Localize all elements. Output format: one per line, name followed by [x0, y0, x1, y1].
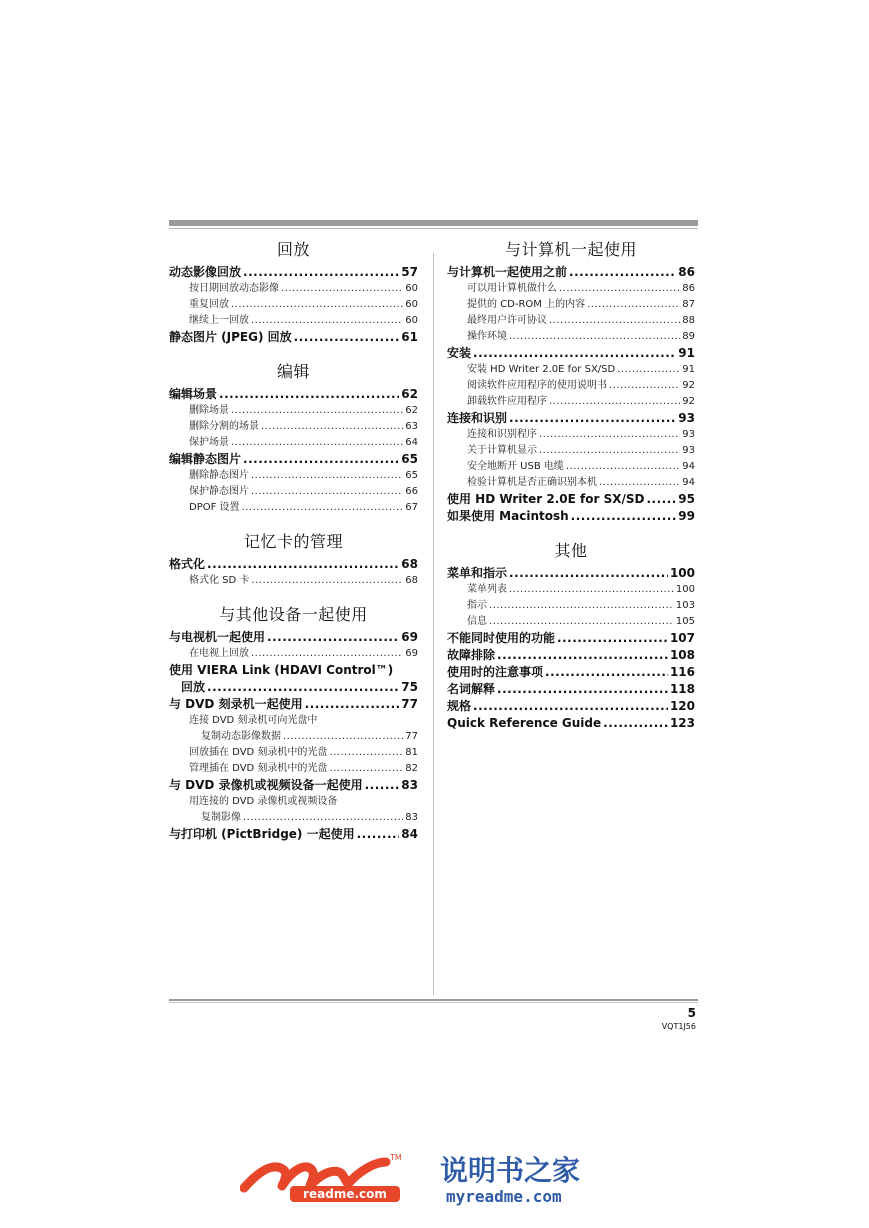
toc-entry-title: 删除静态图片	[189, 470, 249, 481]
dot-leader	[305, 696, 400, 713]
dot-leader	[509, 410, 676, 427]
toc-entry-page: 123	[669, 716, 695, 730]
toc-entry-title: 编辑场景	[169, 387, 218, 401]
dot-leader	[329, 761, 403, 777]
toc-entry[interactable]	[447, 459, 695, 475]
dot-leader	[539, 427, 680, 443]
toc-entry-page: 103	[675, 600, 695, 611]
toc-entry-page: 91	[678, 346, 695, 360]
toc-entry[interactable]	[447, 681, 695, 698]
toc-entry-title: 回放	[181, 680, 206, 694]
toc-entry[interactable]	[447, 475, 695, 491]
toc-entry-page: 92	[682, 380, 695, 391]
toc-entry-title: 关于计算机显示	[467, 445, 537, 456]
toc-entry-title: 阅读软件应用程序的使用说明书	[467, 380, 607, 391]
dot-leader	[251, 468, 403, 484]
toc-entry-title: 静态图片 (JPEG) 回放	[169, 330, 292, 344]
toc-entry[interactable]	[169, 264, 418, 281]
dot-leader	[267, 629, 399, 646]
toc-entry-page: 82	[405, 763, 418, 774]
toc-entry-page: 94	[682, 477, 695, 488]
trademark-mark: TM	[390, 1153, 402, 1162]
dot-leader	[251, 646, 403, 662]
toc-entry[interactable]	[447, 508, 695, 525]
section-title: 编辑	[276, 362, 310, 381]
toc-entry-page: 91	[682, 364, 695, 375]
toc-entry[interactable]	[169, 484, 418, 500]
toc-entry-title: 使用时的注意事项	[447, 665, 544, 679]
toc-entry-title: 不能同时使用的功能	[447, 631, 556, 645]
toc-entry-title: 重复回放	[189, 299, 229, 310]
toc-entry-page: 77	[405, 731, 418, 742]
dot-leader	[329, 745, 403, 761]
watermark-logo	[240, 1148, 620, 1208]
toc-entry[interactable]	[447, 427, 695, 443]
toc-entry-page: 100	[675, 584, 695, 595]
toc-entry-title: 在电视上回放	[189, 648, 249, 659]
toc-entry[interactable]	[447, 362, 695, 378]
toc-entry[interactable]	[447, 664, 695, 681]
dot-leader	[617, 362, 680, 378]
toc-entry-page: 87	[682, 299, 695, 310]
toc-entry-title: 可以用计算机做什么	[467, 283, 557, 294]
dot-leader	[497, 681, 668, 698]
toc-entry[interactable]	[169, 435, 418, 451]
toc-entry-page: 75	[401, 680, 418, 694]
toc-entry-title: 连接和识别	[447, 411, 508, 425]
dot-leader	[566, 459, 680, 475]
toc-entry-title: 使用 HD Writer 2.0E for SX/SD	[447, 492, 645, 506]
toc-entry[interactable]	[169, 761, 418, 777]
toc-entry[interactable]	[169, 826, 418, 843]
toc-entry-page: 68	[405, 575, 418, 586]
toc-entry-page: 118	[669, 682, 695, 696]
toc-entry[interactable]	[169, 500, 418, 516]
top-rule	[169, 220, 698, 230]
toc-entry[interactable]	[169, 313, 418, 329]
bottom-rule-thin	[169, 1002, 698, 1003]
toc-entry-title: 复制动态影像数据	[201, 731, 281, 742]
dot-leader	[559, 281, 680, 297]
toc-entry[interactable]	[169, 281, 418, 297]
toc-entry-page: 100	[669, 566, 695, 580]
dot-leader	[545, 664, 668, 681]
toc-entry[interactable]	[447, 614, 695, 630]
site-url: myreadme.com	[446, 1187, 562, 1206]
toc-entry-title: 与计算机一起使用之前	[447, 265, 568, 279]
toc-entry[interactable]	[169, 403, 418, 419]
dot-leader	[357, 826, 400, 843]
toc-entry-title: 保护静态图片	[189, 486, 249, 497]
toc-entry-page: 81	[405, 747, 418, 758]
dot-leader	[539, 443, 680, 459]
toc-entry-page: 64	[405, 437, 418, 448]
toc-entry-page: 107	[669, 631, 695, 645]
toc-entry-page: 60	[405, 283, 418, 294]
toc-entry[interactable]	[169, 556, 418, 573]
toc-entry-title: 与 DVD 录像机或视频设备一起使用	[169, 778, 363, 792]
toc-entry-title: 与 DVD 刻录机一起使用	[169, 697, 303, 711]
dot-leader	[587, 297, 680, 313]
toc-entry[interactable]	[169, 679, 418, 696]
dot-leader	[207, 556, 399, 573]
toc-entry-title: 删除场景	[189, 405, 229, 416]
toc-entry-title: 格式化	[169, 557, 206, 571]
toc-entry[interactable]	[169, 810, 418, 826]
section-title: 其他	[554, 541, 588, 560]
section-title: 与其他设备一起使用	[219, 605, 368, 624]
toc-entry-page: 93	[682, 445, 695, 456]
toc-entry[interactable]	[447, 345, 695, 362]
dot-leader	[569, 264, 676, 281]
toc-entry-title: 菜单列表	[467, 584, 507, 595]
toc-entry-title: 安装	[447, 346, 472, 360]
toc-entry[interactable]	[447, 297, 695, 313]
dot-leader	[473, 345, 676, 362]
toc-entry[interactable]	[447, 443, 695, 459]
toc-entry-title: 连接和识别程序	[467, 429, 537, 440]
toc-entry-page: 93	[678, 411, 695, 425]
toc-entry[interactable]	[169, 297, 418, 313]
toc-entry-page: 69	[405, 648, 418, 659]
dot-leader	[489, 598, 674, 614]
toc-entry[interactable]	[169, 729, 418, 745]
toc-entry[interactable]	[169, 451, 418, 468]
toc-entry-label: 连接 DVD 刻录机可向光盘中	[189, 715, 318, 726]
toc-entry-title: 规格	[447, 699, 472, 713]
toc-entry-title: 管理插在 DVD 刻录机中的光盘	[189, 763, 328, 774]
toc-entry-page: 94	[682, 461, 695, 472]
toc-entry[interactable]	[169, 696, 418, 713]
toc-entry[interactable]	[447, 715, 695, 732]
toc-entry-title: 信息	[467, 616, 487, 627]
dot-leader	[509, 329, 680, 345]
toc-entry-title: 最终用户许可协议	[467, 315, 547, 326]
dot-leader	[509, 582, 674, 598]
dot-leader	[365, 777, 400, 794]
dot-leader	[231, 297, 403, 313]
toc-entry-title: Quick Reference Guide	[447, 716, 602, 730]
dot-leader	[219, 386, 399, 403]
site-name: 说明书之家	[440, 1154, 581, 1187]
toc-entry[interactable]	[447, 491, 695, 508]
toc-entry-page: 65	[401, 452, 418, 466]
dot-leader	[603, 715, 668, 732]
top-rule-thin	[169, 228, 698, 229]
toc-entry-title: 动态影像回放	[169, 265, 242, 279]
toc-entry-page: 83	[401, 778, 418, 792]
toc-entry[interactable]	[447, 565, 695, 582]
toc-entry[interactable]	[169, 419, 418, 435]
document-code: VQT1J56	[661, 1022, 696, 1031]
toc-entry-page: 61	[401, 330, 418, 344]
toc-entry-title: 提供的 CD-ROM 上的内容	[467, 299, 586, 310]
toc-entry-title: 与打印机 (PictBridge) 一起使用	[169, 827, 355, 841]
toc-entry-title: 指示	[467, 600, 487, 611]
toc-entry[interactable]	[447, 281, 695, 297]
toc-entry-title: 安装 HD Writer 2.0E for SX/SD	[467, 364, 616, 375]
toc-entry-page: 57	[401, 265, 418, 279]
toc-entry-title: 如果使用 Macintosh	[447, 509, 569, 523]
logo-subtext: readme.com	[303, 1187, 387, 1201]
toc-entry-label: 使用 VIERA Link (HDAVI Control™)	[169, 663, 394, 677]
right-column	[447, 236, 695, 732]
page-number: 5	[687, 1006, 696, 1020]
toc-entry-page: 99	[678, 509, 695, 523]
top-rule-thick	[169, 220, 698, 226]
dot-leader	[549, 394, 680, 410]
toc-entry-page: 84	[401, 827, 418, 841]
dot-leader	[549, 313, 680, 329]
toc-entry[interactable]	[169, 745, 418, 761]
toc-entry-title: 按日期回放动态影像	[189, 283, 279, 294]
dot-leader	[509, 565, 668, 582]
toc-entry[interactable]	[169, 468, 418, 484]
section-title: 与计算机一起使用	[504, 240, 637, 259]
dot-leader	[489, 614, 674, 630]
dot-leader	[497, 647, 668, 664]
toc-entry-title: 名词解释	[447, 682, 496, 696]
toc-entry[interactable]	[169, 629, 418, 646]
toc-entry-page: 66	[405, 486, 418, 497]
toc-entry[interactable]	[447, 313, 695, 329]
toc-entry[interactable]	[169, 386, 418, 403]
toc-entry-page: 95	[678, 492, 695, 506]
toc-entry-page: 89	[682, 331, 695, 342]
dot-leader	[599, 475, 680, 491]
toc-entry-page: 105	[675, 616, 695, 627]
toc-entry-page: 69	[401, 630, 418, 644]
toc-entry[interactable]	[169, 329, 418, 346]
toc-entry[interactable]	[447, 394, 695, 410]
bottom-rule-thick	[169, 999, 698, 1001]
toc-entry-page: 65	[405, 470, 418, 481]
toc-entry-page: 108	[669, 648, 695, 662]
left-column	[169, 236, 418, 843]
toc-entry-title: 格式化 SD 卡	[189, 575, 250, 586]
toc-entry[interactable]	[447, 698, 695, 715]
toc-entry-title: 与电视机一起使用	[169, 630, 266, 644]
dot-leader	[243, 264, 399, 281]
toc-entry[interactable]	[447, 598, 695, 614]
toc-entry-title: 卸载软件应用程序	[467, 396, 547, 407]
toc-entry-page: 120	[669, 699, 695, 713]
toc-entry[interactable]	[169, 646, 418, 662]
toc-entry[interactable]	[447, 378, 695, 394]
dot-leader	[243, 451, 399, 468]
toc-entry[interactable]	[447, 329, 695, 345]
toc-entry-title: 复制影像	[201, 812, 241, 823]
dot-leader	[609, 378, 680, 394]
toc-entry-title: 检验计算机是否正确识别本机	[467, 477, 597, 488]
dot-leader	[243, 810, 403, 826]
dot-leader	[557, 630, 668, 647]
toc-entry-title: 保护场景	[189, 437, 229, 448]
toc-entry-title: 操作环境	[467, 331, 507, 342]
dot-leader	[242, 500, 404, 516]
toc-entry-page: 116	[669, 665, 695, 679]
toc-entry[interactable]	[447, 264, 695, 281]
dot-leader	[251, 313, 403, 329]
dot-leader	[231, 403, 403, 419]
toc-entry[interactable]	[447, 582, 695, 598]
dot-leader	[283, 729, 403, 745]
toc-entry-page: 60	[405, 315, 418, 326]
dot-leader	[207, 679, 399, 696]
toc-entry-title: 故障排除	[447, 648, 496, 662]
toc-entry-title: 继续上一回放	[189, 315, 249, 326]
toc-entry-title: 菜单和指示	[447, 566, 508, 580]
toc-entry-page: 60	[405, 299, 418, 310]
toc-entry-page: 68	[401, 557, 418, 571]
column-divider	[433, 253, 434, 995]
toc-entry-page: 93	[682, 429, 695, 440]
toc-entry-page: 62	[405, 405, 418, 416]
toc-entry-title: 删除分割的场景	[189, 421, 259, 432]
toc-entry-label: 用连接的 DVD 录像机或视频设备	[189, 796, 338, 807]
toc-entry-page: 92	[682, 396, 695, 407]
toc-entry-page: 63	[405, 421, 418, 432]
dot-leader	[281, 281, 403, 297]
dot-leader	[231, 435, 403, 451]
toc-entry-page: 62	[401, 387, 418, 401]
toc-entry-title: 编辑静态图片	[169, 452, 242, 466]
watermark-logo-graphic	[240, 1148, 620, 1208]
toc-entry-page: 83	[405, 812, 418, 823]
toc-entry-title: DPOF 设置	[189, 502, 240, 513]
dot-leader	[251, 573, 403, 589]
dot-leader	[261, 419, 403, 435]
dot-leader	[251, 484, 403, 500]
dot-leader	[473, 698, 668, 715]
dot-leader	[294, 329, 400, 346]
dot-leader	[646, 491, 676, 508]
toc-entry-page: 86	[678, 265, 695, 279]
toc-entry-page: 88	[682, 315, 695, 326]
section-title: 记忆卡的管理	[243, 532, 343, 551]
toc-entry[interactable]	[447, 410, 695, 427]
toc-entry-page: 67	[405, 502, 418, 513]
bottom-rule	[169, 999, 698, 1003]
dot-leader	[571, 508, 677, 525]
toc-entry[interactable]	[169, 777, 418, 794]
toc-entry-page: 77	[401, 697, 418, 711]
toc-entry-title: 安全地断开 USB 电缆	[467, 461, 564, 472]
toc-entry[interactable]	[447, 630, 695, 647]
toc-entry[interactable]	[447, 647, 695, 664]
section-title: 回放	[276, 240, 310, 259]
toc-entry[interactable]	[169, 573, 418, 589]
toc-entry-page: 86	[682, 283, 695, 294]
toc-entry-title: 回放插在 DVD 刻录机中的光盘	[189, 747, 328, 758]
